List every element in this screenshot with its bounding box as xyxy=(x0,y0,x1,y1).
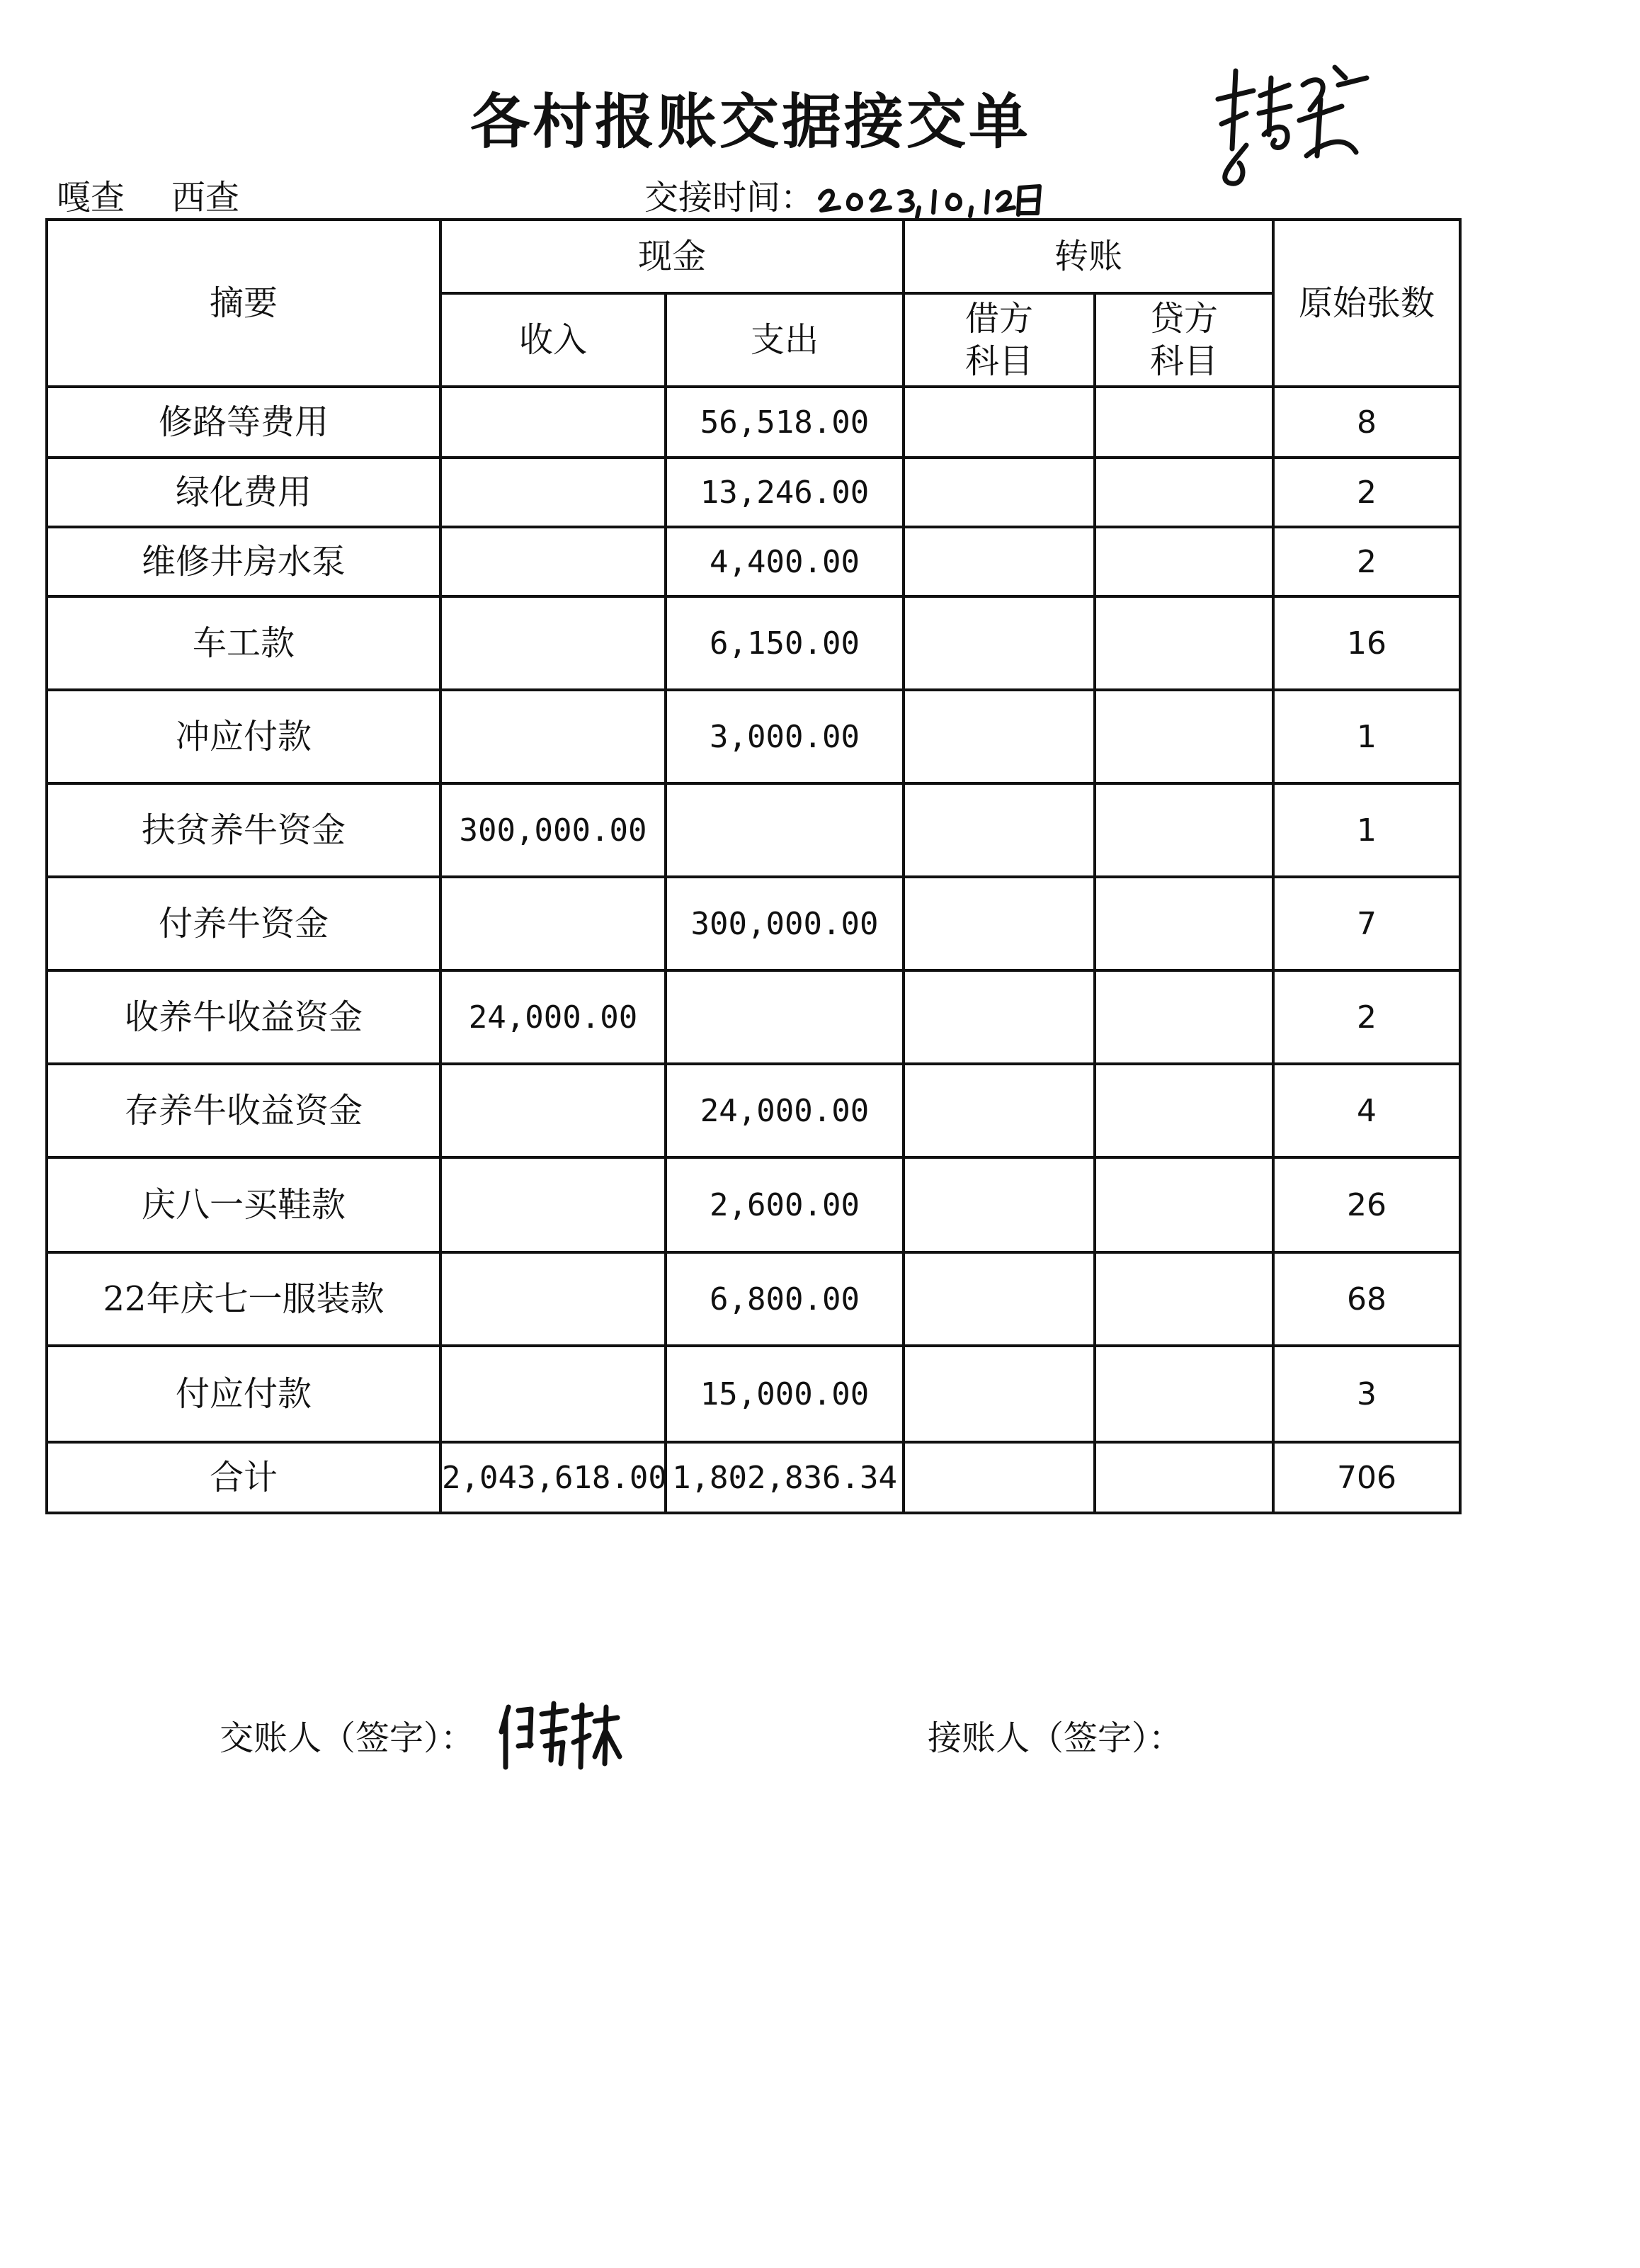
cell-count: 16 xyxy=(1273,596,1460,690)
cell-expense: 15,000.00 xyxy=(666,1346,904,1442)
cell-debit xyxy=(904,458,1095,527)
cell-debit xyxy=(904,1442,1095,1513)
table-row xyxy=(47,783,1460,877)
cell-summary: 付养牛资金 xyxy=(47,877,440,970)
village-label: 西查 xyxy=(171,178,240,217)
cell-count: 2 xyxy=(1273,970,1460,1064)
cell-credit xyxy=(1095,877,1273,970)
table-row xyxy=(47,387,1460,458)
cell-credit xyxy=(1095,1346,1273,1442)
cell-expense: 13,246.00 xyxy=(666,458,904,527)
header-transfer: 转账 xyxy=(904,220,1273,293)
header-debit: 借方 科目 xyxy=(904,293,1095,387)
cell-count: 3 xyxy=(1273,1346,1460,1442)
cell-expense: 2,600.00 xyxy=(666,1157,904,1252)
cell-summary: 收养牛收益资金 xyxy=(47,970,440,1064)
table-row xyxy=(47,690,1460,783)
header-income: 收入 xyxy=(440,293,666,387)
cell-credit xyxy=(1095,970,1273,1064)
header-original-count: 原始张数 xyxy=(1273,220,1460,387)
cell-summary: 车工款 xyxy=(47,596,440,690)
header-expense: 支出 xyxy=(666,293,904,387)
cell-expense: 6,800.00 xyxy=(666,1252,904,1346)
cell-debit xyxy=(904,1252,1095,1346)
receiver-label: 接账人（签字）： xyxy=(928,1718,1183,1758)
cell-credit xyxy=(1095,458,1273,527)
cell-summary: 22年庆七一服装款 xyxy=(47,1252,440,1346)
cell-summary: 冲应付款 xyxy=(47,690,440,783)
cell-income xyxy=(440,458,666,527)
cell-credit xyxy=(1095,1157,1273,1252)
cell-summary: 庆八一买鞋款 xyxy=(47,1157,440,1252)
total-count: 706 xyxy=(1273,1442,1460,1513)
cell-income xyxy=(440,596,666,690)
handover-time-label: 交接时间： xyxy=(644,178,815,217)
cell-income: 300,000.00 xyxy=(440,783,666,877)
cell-credit xyxy=(1095,527,1273,596)
giver-label: 交账人（签字）： xyxy=(220,1718,475,1758)
cell-income xyxy=(440,1064,666,1157)
cell-count: 4 xyxy=(1273,1064,1460,1157)
cell-count: 7 xyxy=(1273,877,1460,970)
cell-credit xyxy=(1095,387,1273,458)
cell-summary: 存养牛收益资金 xyxy=(47,1064,440,1157)
cell-income xyxy=(440,1157,666,1252)
cell-debit xyxy=(904,970,1095,1064)
cell-income xyxy=(440,1252,666,1346)
cell-count: 1 xyxy=(1273,783,1460,877)
cell-income xyxy=(440,527,666,596)
cell-summary: 扶贫养牛资金 xyxy=(47,783,440,877)
cell-expense xyxy=(666,970,904,1064)
cell-summary: 修路等费用 xyxy=(47,387,440,458)
cell-income xyxy=(440,387,666,458)
cell-debit xyxy=(904,596,1095,690)
table-row xyxy=(47,1064,1460,1157)
cell-summary: 付应付款 xyxy=(47,1346,440,1442)
table-row xyxy=(47,1346,1460,1442)
cell-summary: 维修井房水泵 xyxy=(47,527,440,596)
cell-expense: 24,000.00 xyxy=(666,1064,904,1157)
cell-debit xyxy=(904,387,1095,458)
cell-count: 68 xyxy=(1273,1252,1460,1346)
cell-income: 24,000.00 xyxy=(440,970,666,1064)
cell-debit xyxy=(904,877,1095,970)
cell-debit xyxy=(904,783,1095,877)
cell-summary: 绿化费用 xyxy=(47,458,440,527)
cell-count: 2 xyxy=(1273,527,1460,596)
cell-expense: 6,150.00 xyxy=(666,596,904,690)
cell-expense: 4,400.00 xyxy=(666,527,904,596)
cell-income xyxy=(440,877,666,970)
cell-count: 2 xyxy=(1273,458,1460,527)
cell-debit xyxy=(904,1064,1095,1157)
cell-count: 1 xyxy=(1273,690,1460,783)
header-credit: 贷方 科目 xyxy=(1095,293,1273,387)
township-label: 嘎查 xyxy=(57,178,125,217)
cell-expense: 300,000.00 xyxy=(666,877,904,970)
top-signature xyxy=(1204,57,1374,191)
cell-expense: 3,000.00 xyxy=(666,690,904,783)
cell-credit xyxy=(1095,596,1273,690)
header-cash: 现金 xyxy=(440,220,904,293)
table-row xyxy=(47,970,1460,1064)
cell-credit xyxy=(1095,1064,1273,1157)
total-income: 2,043,618.00 xyxy=(440,1442,666,1513)
total-expense: 1,802,836.34 xyxy=(666,1442,904,1513)
cell-count: 8 xyxy=(1273,387,1460,458)
cell-credit xyxy=(1095,783,1273,877)
handover-table xyxy=(45,218,1462,1514)
cell-income xyxy=(440,690,666,783)
table-row xyxy=(47,596,1460,690)
cell-debit xyxy=(904,1346,1095,1442)
cell-debit xyxy=(904,527,1095,596)
cell-debit xyxy=(904,1157,1095,1252)
table-row xyxy=(47,1252,1460,1346)
total-row xyxy=(47,1442,1460,1513)
table-row xyxy=(47,1157,1460,1252)
table-row xyxy=(47,527,1460,596)
table-row xyxy=(47,877,1460,970)
table-row xyxy=(47,458,1460,527)
cell-income xyxy=(440,1346,666,1442)
total-label: 合计 xyxy=(47,1442,440,1513)
cell-credit xyxy=(1095,690,1273,783)
cell-debit xyxy=(904,690,1095,783)
cell-credit xyxy=(1095,1252,1273,1346)
document-title: 各村报账交据接交单 xyxy=(469,87,1031,157)
cell-count: 26 xyxy=(1273,1157,1460,1252)
giver-signature xyxy=(496,1696,623,1774)
cell-expense xyxy=(666,783,904,877)
cell-expense: 56,518.00 xyxy=(666,387,904,458)
cell-credit xyxy=(1095,1442,1273,1513)
header-summary: 摘要 xyxy=(47,220,440,387)
